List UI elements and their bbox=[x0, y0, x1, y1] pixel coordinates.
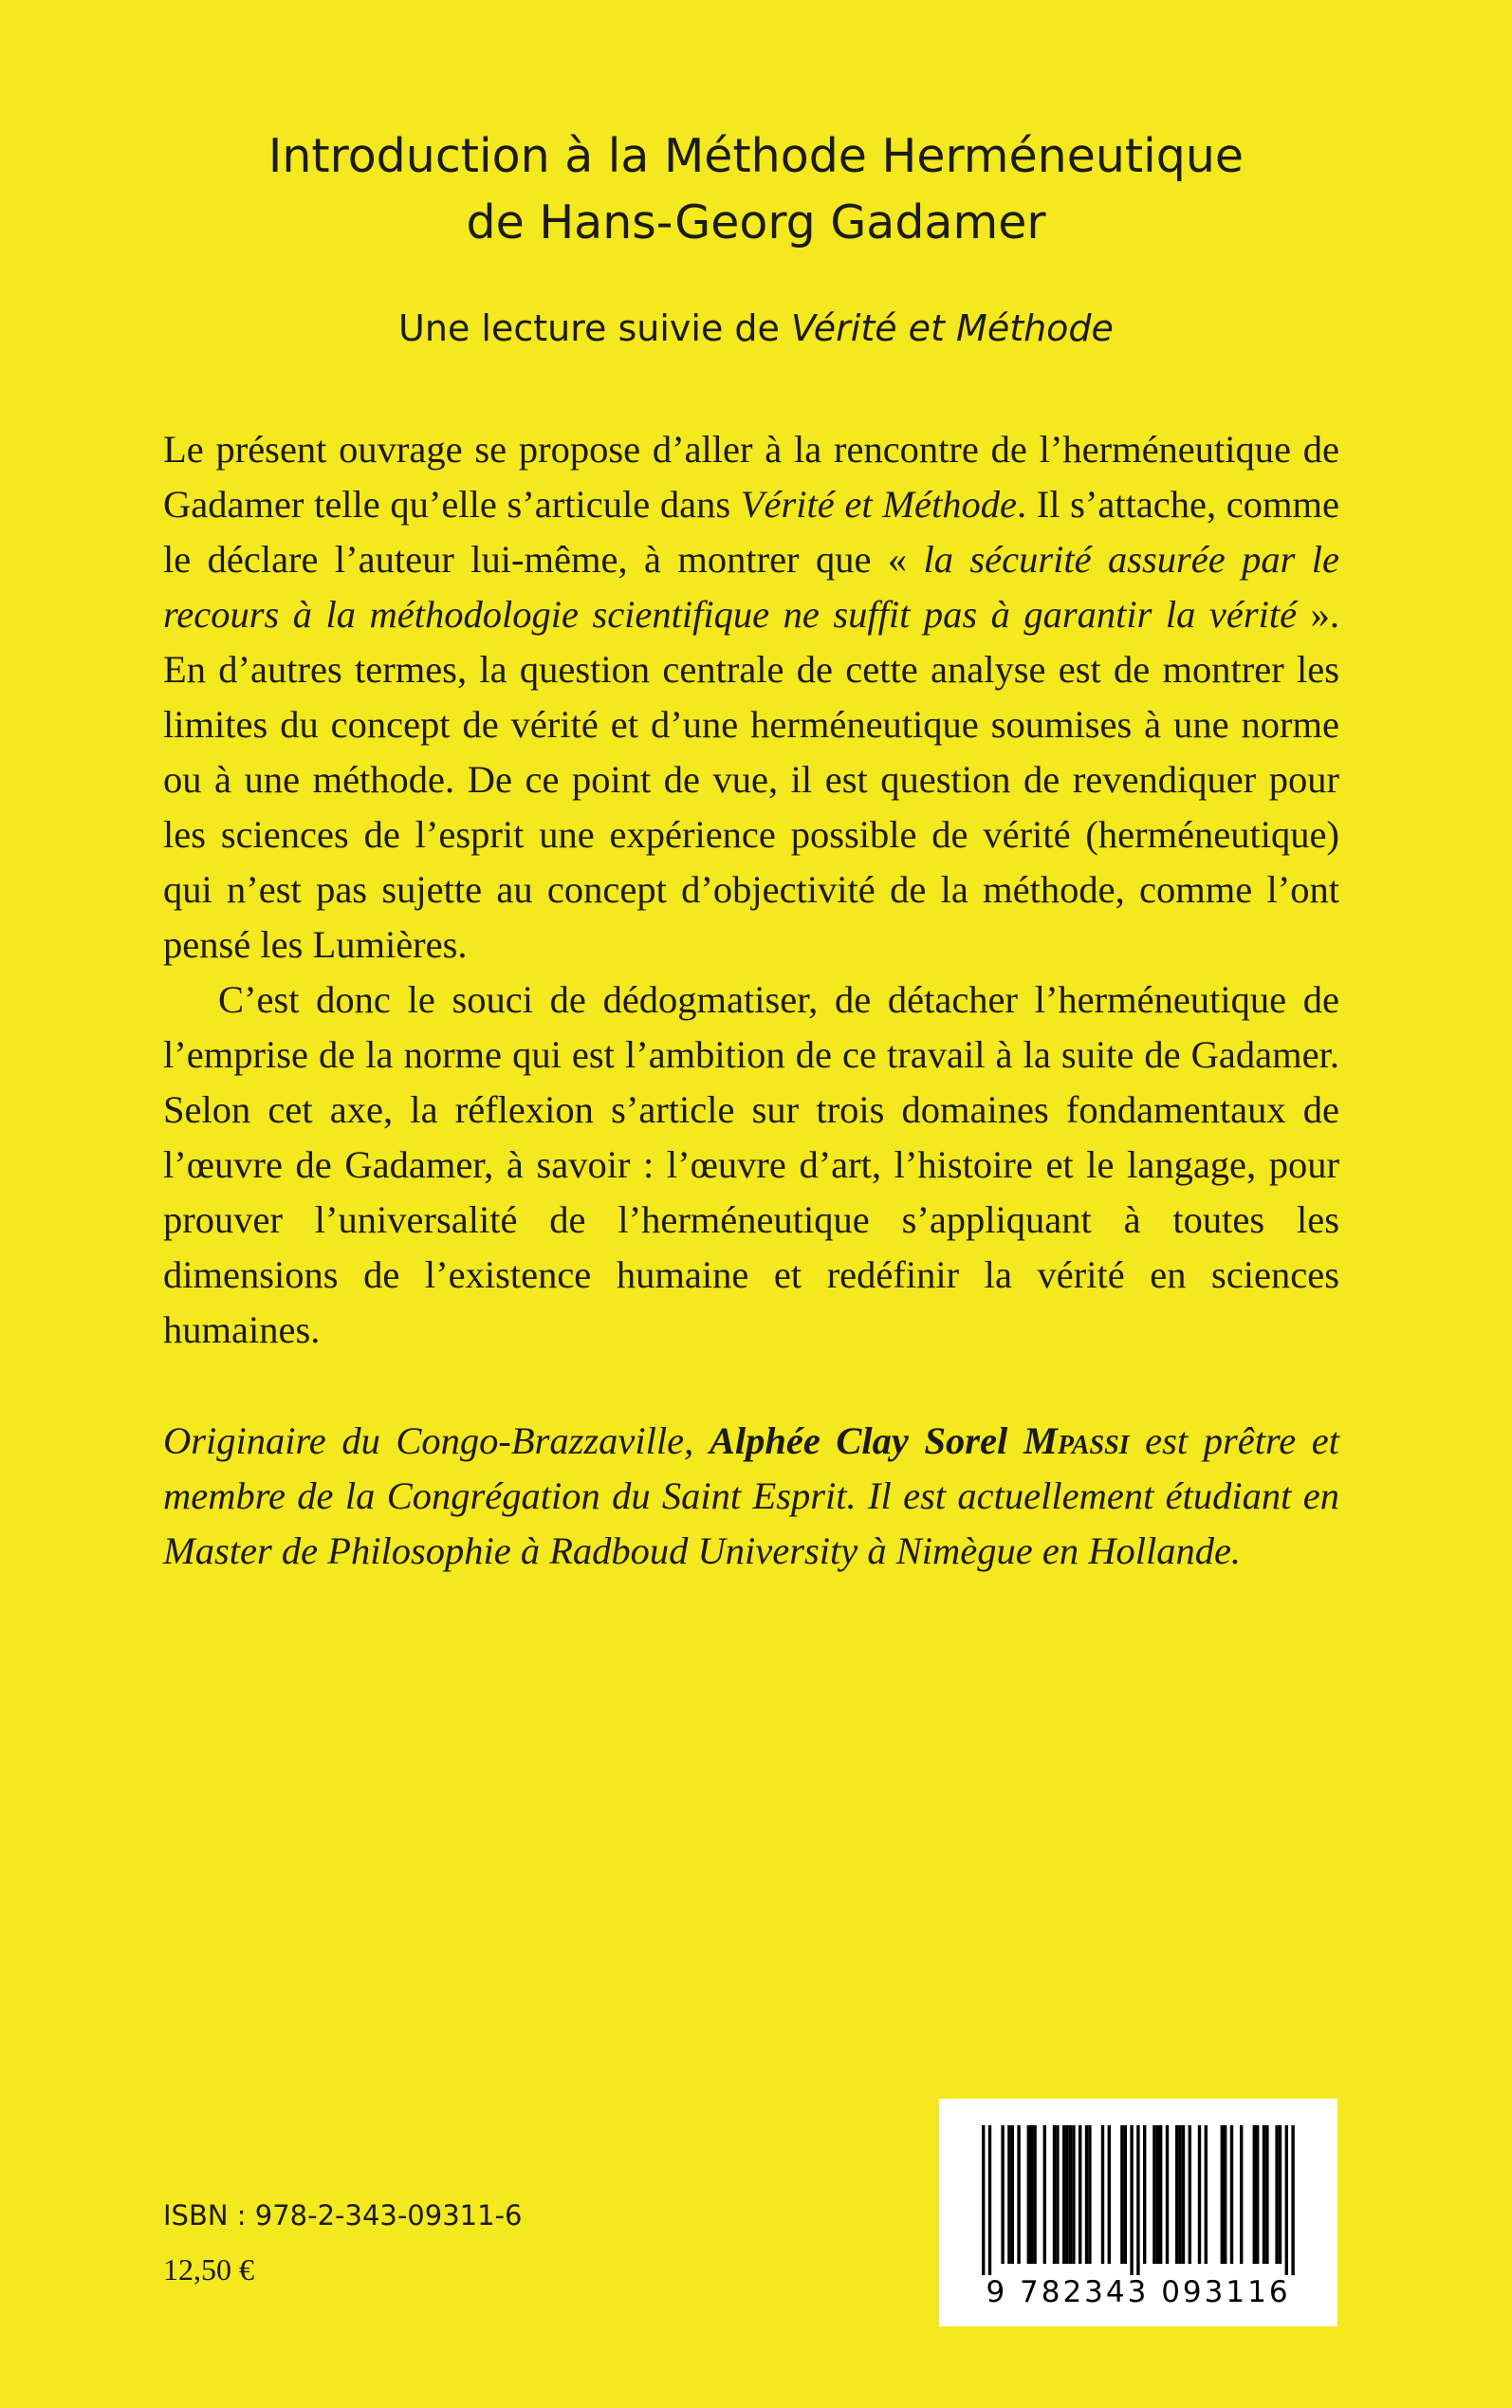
barcode-bar bbox=[1159, 2125, 1162, 2264]
blurb-text bbox=[163, 422, 1339, 1358]
subtitle-prefix: Une lecture suivie de bbox=[398, 307, 791, 349]
barcode-bar bbox=[1189, 2125, 1191, 2264]
author-surname: Mpassi bbox=[1023, 1419, 1130, 1462]
blurb-p1-work-title: Vérité et Méthode bbox=[740, 483, 1017, 526]
price-text: 12,50 € bbox=[163, 2252, 254, 2287]
barcode-bar bbox=[1056, 2125, 1059, 2264]
barcode-bar bbox=[1033, 2125, 1036, 2264]
barcode-bar bbox=[1265, 2125, 1268, 2264]
barcode-bar bbox=[1224, 2125, 1226, 2264]
barcode-bar bbox=[1285, 2125, 1288, 2275]
barcode-bar bbox=[988, 2125, 991, 2275]
blurb-paragraph-1 bbox=[163, 422, 1339, 972]
blurb-p1-part-a: Le présent ouvrage se propose d’aller à la rencontre de l’herméneutique de Gadamer telle qu’elle s’articule dans bbox=[163, 428, 1339, 526]
barcode-bar bbox=[1230, 2125, 1233, 2264]
author-name bbox=[710, 1419, 1130, 1462]
barcode-bar bbox=[1182, 2125, 1185, 2264]
author-given-names: Alphée Clay Sorel bbox=[709, 1419, 1023, 1462]
barcode-bar bbox=[1178, 2125, 1181, 2264]
barcode-bar bbox=[1101, 2125, 1104, 2264]
barcode-bar bbox=[1069, 2125, 1072, 2264]
barcode-bar bbox=[1030, 2125, 1033, 2264]
book-title-line2: de Hans-Georg Gadamer bbox=[466, 195, 1046, 250]
barcode-bars-icon bbox=[939, 2099, 1337, 2275]
barcode-bar bbox=[1007, 2125, 1010, 2264]
barcode-bar bbox=[1143, 2125, 1146, 2264]
barcode-bar bbox=[1072, 2125, 1075, 2264]
barcode-bar bbox=[1088, 2125, 1091, 2264]
barcode-bar bbox=[1263, 2125, 1265, 2264]
barcode-bar bbox=[1175, 2125, 1178, 2264]
barcode-bar bbox=[1108, 2125, 1111, 2264]
barcode-bar bbox=[1166, 2125, 1169, 2264]
blurb-p1-quote: la sécurité assurée par le recours à la méthodologie scientifique ne suffit pas à garantir la vérité bbox=[163, 538, 1339, 636]
book-title bbox=[0, 123, 1512, 256]
barcode-bar bbox=[1053, 2125, 1056, 2264]
barcode-bar bbox=[1011, 2125, 1014, 2264]
barcode-bar bbox=[1001, 2125, 1004, 2264]
barcode-bar bbox=[1062, 2125, 1065, 2264]
barcode-bar bbox=[1130, 2125, 1133, 2275]
barcode-bar bbox=[1291, 2125, 1294, 2275]
barcode-bar bbox=[1085, 2125, 1088, 2264]
barcode-bar bbox=[1279, 2125, 1282, 2264]
blurb-p1-part-e: ». En d’autres termes, la question centrale de cette analyse est de montrer les limites du concept de vérité et d’une herméneutique soumises à une norme ou à une méthode. De ce point de vue, il est question de revendiquer pour les sciences de l’esprit une expérience possible de vérité (herméneutique) qui n’est pas sujette au concept d’objectivité de la méthode, comme l’ont pensé les Lumières. bbox=[163, 593, 1339, 966]
barcode-bar bbox=[1027, 2125, 1030, 2264]
barcode-bar bbox=[1120, 2125, 1123, 2264]
subtitle-work-title: Vérité et Méthode bbox=[790, 307, 1114, 349]
barcode-bar bbox=[1198, 2125, 1201, 2264]
barcode-bar bbox=[1156, 2125, 1159, 2264]
bio-part-a: Originaire du Congo-Brazzaville, bbox=[163, 1419, 710, 1462]
barcode-bar bbox=[1152, 2125, 1155, 2264]
barcode-bar bbox=[1079, 2125, 1081, 2264]
barcode-bar bbox=[1136, 2125, 1139, 2275]
author-bio bbox=[163, 1414, 1339, 1579]
barcode-bar bbox=[1065, 2125, 1068, 2264]
book-subtitle bbox=[0, 302, 1512, 355]
barcode-bar bbox=[1253, 2125, 1256, 2264]
barcode-number: 9 782343 093116 bbox=[986, 2275, 1291, 2309]
barcode-bar bbox=[1124, 2125, 1127, 2264]
book-title-line1: Introduction à la Méthode Herméneutique bbox=[267, 129, 1245, 183]
barcode-bar bbox=[1017, 2125, 1020, 2264]
barcode-bar bbox=[1205, 2125, 1208, 2264]
barcode-bar bbox=[1221, 2125, 1224, 2264]
barcode-bar bbox=[1256, 2125, 1259, 2264]
barcode-bar bbox=[982, 2125, 985, 2275]
barcode-bar bbox=[1275, 2125, 1278, 2264]
barcode bbox=[939, 2099, 1337, 2326]
barcode-bar bbox=[1240, 2125, 1243, 2264]
blurb-paragraph-2: C’est donc le souci de dédogmatiser, de détacher l’herméneutique de l’emprise de la norme qui est l’ambition de ce travail à la suite de Gadamer. Selon cet axe, la réflexion s’article sur trois domaines fondamentaux de l’œuvre de Gadamer, à savoir : l’œuvre d’art, l’histoire et le langage, pour prouver l’universalité de l’herméneutique s’appliquant à toutes les dimensions de l’existence humaine et redéfinir la vérité en sciences humaines. bbox=[163, 978, 1339, 1351]
barcode-bar bbox=[1043, 2125, 1046, 2264]
blurb-p1-part-c: . Il s’attache, comme le déclare l’auteur lui-même, à montrer que « bbox=[163, 483, 1339, 581]
isbn-text: ISBN : 978-2-343-09311-6 bbox=[163, 2199, 523, 2232]
bio-part-b: est prêtre et membre de la Congrégation du Saint Esprit. Il est actuellement étudiant en Master de Philosophie à Radboud University à Nimègue en Hollande. bbox=[163, 1419, 1340, 1572]
